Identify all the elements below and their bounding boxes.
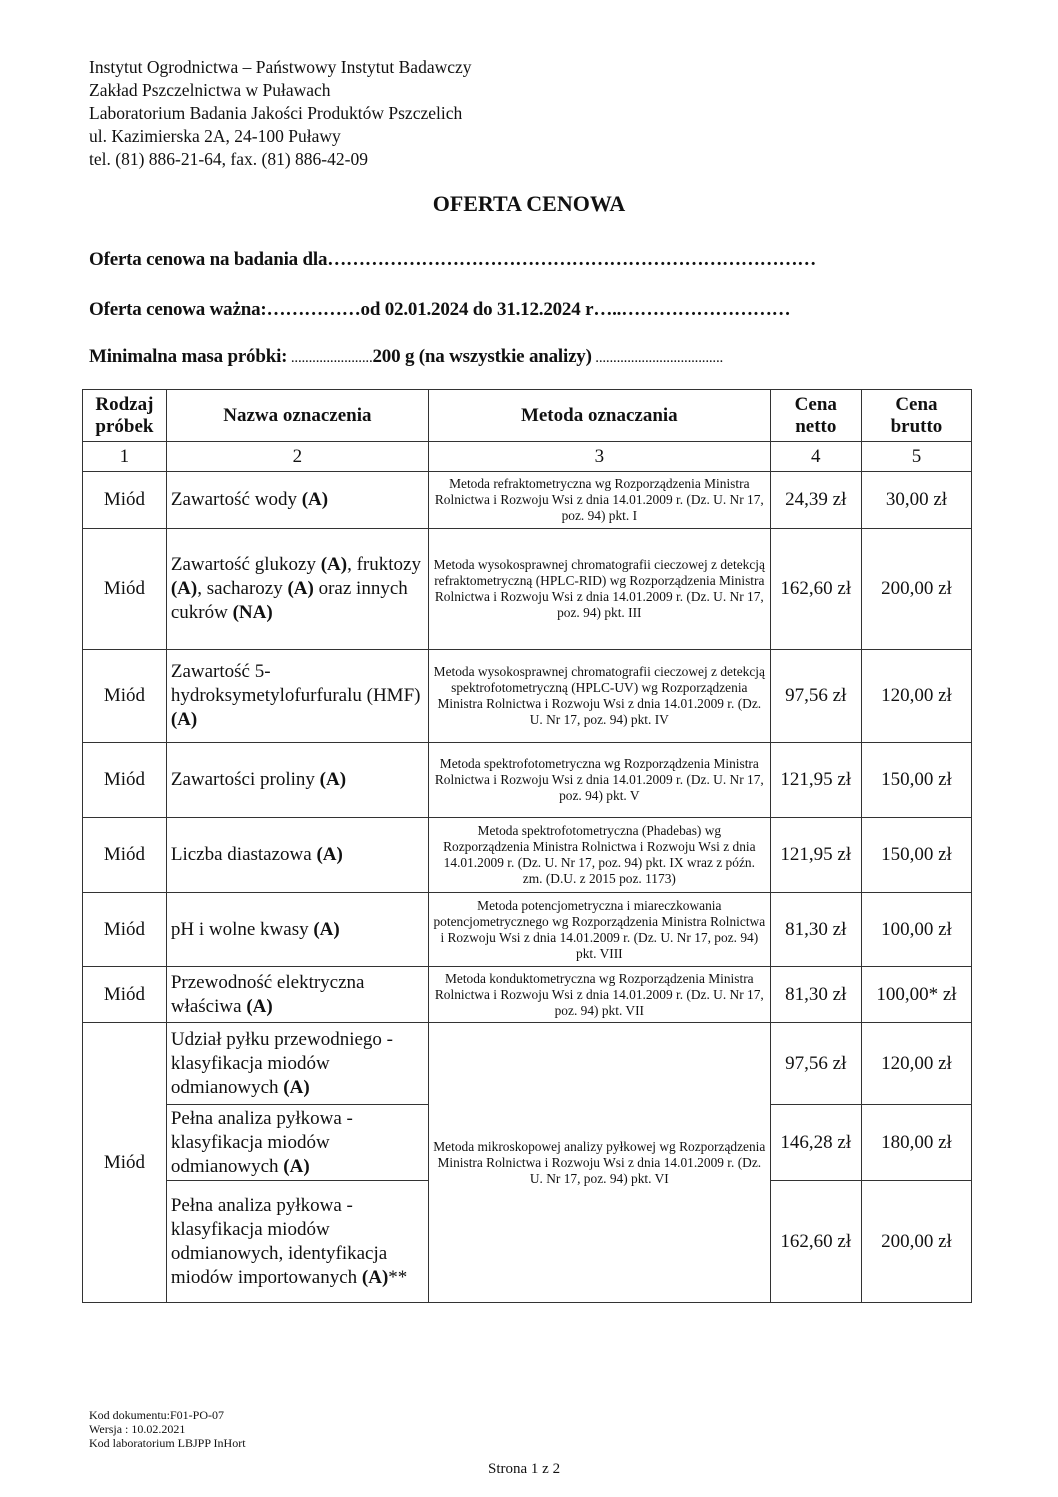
table-row <box>83 743 972 818</box>
offer-validity-line <box>89 299 790 321</box>
sample-type: Miód <box>83 472 167 529</box>
minimum-mass-line <box>89 346 723 368</box>
laboratory-name: Laboratorium Badania Jakości Produktów Pszczelich <box>89 103 463 123</box>
gross-price: 30,00 zł <box>861 472 971 529</box>
offer-recipient-label: Oferta cenowa na badania dla <box>89 249 328 270</box>
test-name: Zawartość glukozy (A), fruktozy (A), sacharozy (A) oraz innych cukrów (NA) <box>166 529 428 650</box>
test-method: Metoda mikroskopowej analizy pyłkowej wg Rozporządzenia Ministra Rolnictwa i Rozwoju Wsi z dnia 14.01.2009 r. (Dz. U. Nr 17, poz. 94) pkt. VI <box>428 1023 770 1303</box>
offer-validity-value: od 02.01.2024 do 31.12.2024 r <box>360 299 594 320</box>
test-name: Liczba diastazowa (A) <box>166 818 428 893</box>
document-version: Wersja : 10.02.2021 <box>89 1422 186 1436</box>
test-name: Zawartość wody (A) <box>166 472 428 529</box>
net-price: 24,39 zł <box>770 472 861 529</box>
offer-validity-blank-2: …..……………………… <box>593 299 791 320</box>
test-name: Pełna analiza pyłkowa - klasyfikacja miodów odmianowych, identyfikacja miodów importowanych (A)** <box>166 1181 428 1303</box>
column-number-row <box>83 442 972 472</box>
test-name: Zawartości proliny (A) <box>166 743 428 818</box>
test-method: Metoda wysokosprawnej chromatografii cieczowej z detekcją refraktometryczną (HPLC-RID) wg Rozporządzenia Ministra Rolnictwa i Rozwoju Wsi z dnia 14.01.2009 r. (Dz. U. Nr 17, poz. 94) pkt. III <box>428 529 770 650</box>
sample-type: Miód <box>83 1023 167 1303</box>
table-row <box>83 472 972 529</box>
gross-price: 120,00 zł <box>861 1023 971 1105</box>
gross-price: 100,00* zł <box>861 967 971 1023</box>
document-code: Kod dokumentu:F01-PO-07 <box>89 1408 224 1422</box>
sample-type: Miód <box>83 893 167 967</box>
price-table <box>82 389 972 1303</box>
sample-type: Miód <box>83 818 167 893</box>
column-number: 5 <box>861 442 971 472</box>
gross-price: 200,00 zł <box>861 1181 971 1303</box>
gross-price: 200,00 zł <box>861 529 971 650</box>
gross-price: 120,00 zł <box>861 650 971 743</box>
net-price: 162,60 zł <box>770 529 861 650</box>
test-method: Metoda potencjometryczna i miareczkowania potencjometrycznego wg Rozporządzenia Ministra Rolnictwa i Rozwoju Wsi z dnia 14.01.2009 r. (Dz. U. Nr 17, poz. 94) pkt. VIII <box>428 893 770 967</box>
net-price: 121,95 zł <box>770 743 861 818</box>
minimum-mass-blank-1: ....................... <box>287 350 373 366</box>
test-name: Zawartość 5-hydroksymetylofurfuralu (HMF) (A) <box>166 650 428 743</box>
header-test-name: Nazwa oznaczenia <box>166 390 428 442</box>
gross-price: 150,00 zł <box>861 743 971 818</box>
page-number: Strona 1 z 2 <box>488 1461 561 1477</box>
header-method: Metoda oznaczania <box>428 390 770 442</box>
header-net-price: Cena netto <box>770 390 861 442</box>
offer-validity-blank-1: …………… <box>266 299 361 320</box>
test-name: pH i wolne kwasy (A) <box>166 893 428 967</box>
gross-price: 180,00 zł <box>861 1105 971 1181</box>
header-sample-type: Rodzaj próbek <box>83 390 167 442</box>
column-number: 2 <box>166 442 428 472</box>
sample-type: Miód <box>83 743 167 818</box>
institution-header <box>89 56 472 171</box>
sample-type: Miód <box>83 650 167 743</box>
offer-validity-label: Oferta cenowa ważna: <box>89 299 267 320</box>
net-price: 97,56 zł <box>770 650 861 743</box>
offer-recipient-blank: …………………………………………………………………… <box>327 249 817 270</box>
test-name: Przewodność elektryczna właściwa (A) <box>166 967 428 1023</box>
minimum-mass-blank-2: .................................... <box>591 350 724 366</box>
net-price: 162,60 zł <box>770 1181 861 1303</box>
column-number: 3 <box>428 442 770 472</box>
department-name: Zakład Pszczelnictwa w Puławach <box>89 80 331 100</box>
gross-price: 150,00 zł <box>861 818 971 893</box>
net-price: 81,30 zł <box>770 893 861 967</box>
page-title: OFERTA CENOWA <box>432 191 626 216</box>
test-method: Metoda spektrofotometryczna (Phadebas) wg Rozporządzenia Ministra Rolnictwa i Rozwoju Wsi z dnia 14.01.2009 r. (Dz. U. Nr 17, poz. 94) pkt. IX wraz z późn. zm. (D.U. z 2015 poz. 1173) <box>428 818 770 893</box>
table-row <box>83 893 972 967</box>
sample-type: Miód <box>83 967 167 1023</box>
offer-recipient-line <box>89 249 816 271</box>
net-price: 81,30 zł <box>770 967 861 1023</box>
test-name: Pełna analiza pyłkowa - klasyfikacja miodów odmianowych (A) <box>166 1105 428 1181</box>
test-method: Metoda konduktometryczna wg Rozporządzenia Ministra Rolnictwa i Rozwoju Wsi z dnia 14.01.2009 r. (Dz. U. Nr 17, poz. 94) pkt. VII <box>428 967 770 1023</box>
table-row <box>83 1023 972 1105</box>
net-price: 97,56 zł <box>770 1023 861 1105</box>
institution-name: Instytut Ogrodnictwa – Państwowy Instytut Badawczy <box>89 57 472 77</box>
test-method: Metoda wysokosprawnej chromatografii cieczowej z detekcją spektrofotometryczną (HPLC-UV) wg Rozporządzenia Ministra Rolnictwa i Rozwoju Wsi z dnia 14.01.2009 r. (Dz. U. Nr 17, poz. 94) pkt. IV <box>428 650 770 743</box>
net-price: 146,28 zł <box>770 1105 861 1181</box>
address: ul. Kazimierska 2A, 24-100 Puławy <box>89 126 341 146</box>
table-header-row <box>83 390 972 442</box>
test-method: Metoda refraktometryczna wg Rozporządzenia Ministra Rolnictwa i Rozwoju Wsi z dnia 14.01.2009 r. (Dz. U. Nr 17, poz. 94) pkt. I <box>428 472 770 529</box>
column-number: 1 <box>83 442 167 472</box>
sample-type: Miód <box>83 529 167 650</box>
minimum-mass-label: Minimalna masa próbki: <box>89 346 288 367</box>
gross-price: 100,00 zł <box>861 893 971 967</box>
table-row <box>83 967 972 1023</box>
contact-phone-fax: tel. (81) 886-21-64, fax. (81) 886-42-09 <box>89 149 368 169</box>
document-footer <box>89 1408 246 1450</box>
laboratory-code: Kod laboratorium LBJPP InHort <box>89 1436 246 1450</box>
column-number: 4 <box>770 442 861 472</box>
minimum-mass-value: 200 g (na wszystkie analizy) <box>372 346 592 367</box>
test-name: Udział pyłku przewodniego - klasyfikacja miodów odmianowych (A) <box>166 1023 428 1105</box>
table-row <box>83 818 972 893</box>
table-row <box>83 650 972 743</box>
table-row <box>83 529 972 650</box>
test-method: Metoda spektrofotometryczna wg Rozporządzenia Ministra Rolnictwa i Rozwoju Wsi z dnia 14.01.2009 r. (Dz. U. Nr 17, poz. 94) pkt. V <box>428 743 770 818</box>
net-price: 121,95 zł <box>770 818 861 893</box>
header-gross-price: Cena brutto <box>861 390 971 442</box>
